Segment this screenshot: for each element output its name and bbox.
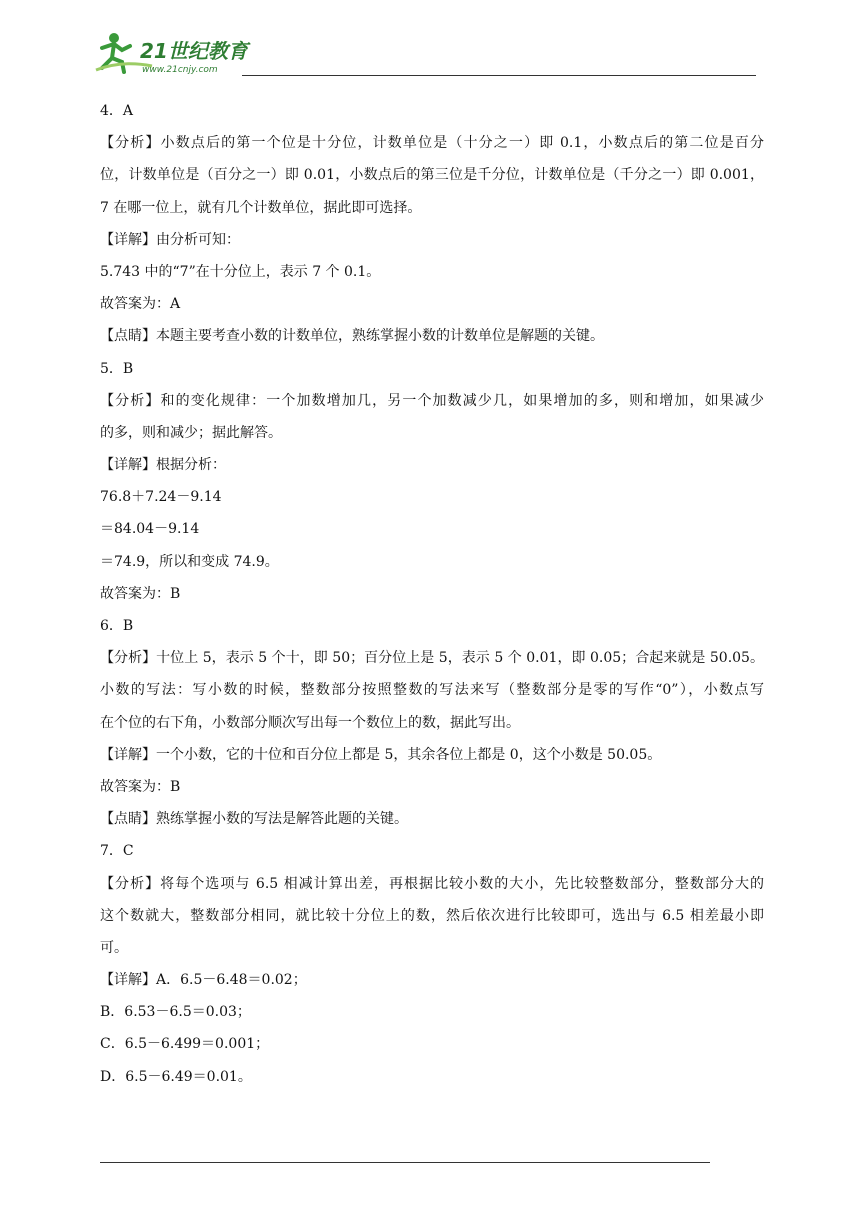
text-line: 位，计数单位是（百分之一）即 0.01，小数点后的第三位是千分位，计数单位是（千分之一）即 0.001， [100, 167, 764, 184]
logo-title: 21世纪教育 [140, 39, 248, 63]
text-line: 【分析】小数点后的第一个位是十分位，计数单位是（十分之一）即 0.1，小数点后的第二位是百分 [100, 135, 764, 152]
text-line: C．6.5－6.499＝0.001； [100, 1036, 270, 1053]
text-line: 【点睛】熟练掌握小数的写法是解答此题的关键。 [100, 811, 408, 828]
text-line: 5.743 中的“7”在十分位上，表示 7 个 0.1。 [100, 263, 381, 280]
text-line: ＝84.04－9.14 [100, 521, 200, 538]
text-line: B．6.53－6.5＝0.03； [100, 1004, 251, 1021]
logo [92, 30, 262, 76]
text-line: 故答案为：B [100, 778, 181, 795]
footer-rule [100, 1162, 710, 1163]
text-line: ＝74.9，所以和变成 74.9。 [100, 553, 279, 570]
text-line: 的多，则和减少；据此解答。 [100, 424, 282, 441]
page-header [92, 30, 756, 80]
text-line: 小数的写法：写小数的时候，整数部分按照整数的写法来写（整数部分是零的写作“0”），小数点写 [100, 682, 764, 699]
text-line: 5．B [100, 360, 134, 377]
answer-content [100, 102, 764, 1100]
text-line: 7 在哪一位上，就有几个计数单位，据此即可选择。 [100, 199, 422, 216]
text-line: 【点睛】本题主要考查小数的计数单位，熟练掌握小数的计数单位是解题的关键。 [100, 328, 604, 345]
text-line: 故答案为：B [100, 585, 181, 602]
text-line: 7．C [100, 843, 134, 860]
logo-url: www.21cnjy.com [142, 65, 218, 75]
text-line: 可。 [100, 939, 128, 956]
text-line: 在个位的右下角，小数部分顺次写出每一个数位上的数，据此写出。 [100, 714, 520, 731]
text-line: 4．A [100, 103, 134, 119]
text-line: 这个数就大，整数部分相同，就比较十分位上的数，然后依次进行比较即可，选出与 6.5 相差最小即 [100, 907, 764, 924]
text-line: 【分析】和的变化规律：一个加数增加几，另一个加数减少几，如果增加的多，则和增加，如果减少 [100, 392, 764, 409]
text-line: 【详解】由分析可知： [100, 231, 240, 248]
header-rule [242, 75, 756, 76]
text-line: 【分析】十位上 5，表示 5 个十，即 50；百分位上是 5，表示 5 个 0.01，即 0.05；合起来就是 50.05。 [100, 650, 764, 667]
text-line: D．6.5－6.49＝0.01。 [100, 1068, 252, 1085]
text-line: 76.8＋7.24－9.14 [100, 489, 222, 506]
text-line: 【详解】A．6.5－6.48＝0.02； [100, 972, 307, 989]
text-line: 6．B [100, 618, 134, 634]
text-line: 【分析】将每个选项与 6.5 相减计算出差，再根据比较小数的大小，先比较整数部分，整数部分大的 [100, 875, 764, 892]
text-line: 故答案为：A [100, 296, 181, 313]
text-line: 【详解】根据分析： [100, 457, 226, 474]
text-line: 【详解】一个小数，它的十位和百分位上都是 5，其余各位上都是 0，这个小数是 50.05。 [100, 746, 662, 763]
